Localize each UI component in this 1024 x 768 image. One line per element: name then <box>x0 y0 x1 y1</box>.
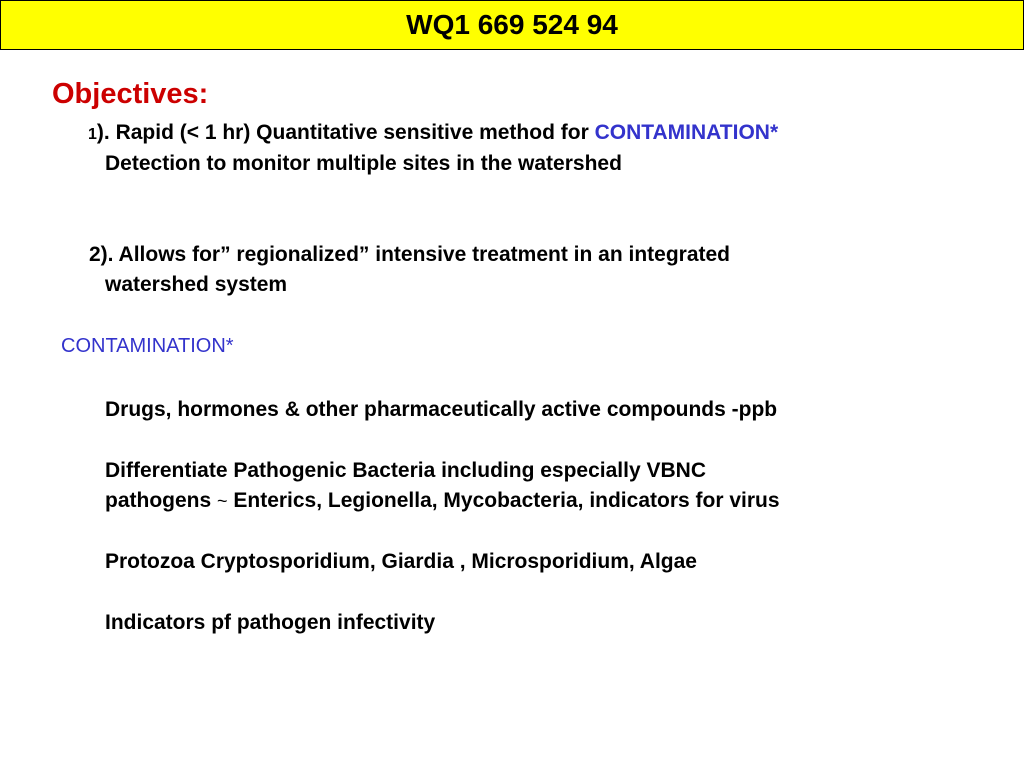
objective-1-line-2: Detection to monitor multiple sites in the watershed <box>105 152 622 175</box>
contamination-heading: CONTAMINATION* <box>61 335 234 357</box>
objective-1-number: 1 <box>88 126 97 143</box>
objective-2-line-1: 2). Allows for” regionalized” intensive treatment in an integrated <box>89 243 731 266</box>
objective-2-line-2: watershed system <box>105 273 288 296</box>
title-bar <box>0 0 1024 50</box>
objectives-heading: Objectives: <box>52 78 209 110</box>
slide-title: WQ1 669 524 94 <box>406 9 618 40</box>
item-bacteria-line-2 <box>105 489 780 513</box>
item-protozoa: Protozoa Cryptosporidium, Giardia , Microsporidium, Algae <box>105 550 697 573</box>
item-bacteria-tilde: ~ <box>217 491 228 511</box>
item-bacteria-line-2-b: Enterics, Legionella, Mycobacteria, indicators for virus <box>227 489 780 512</box>
item-drugs: Drugs, hormones & other pharmaceutically active compounds -ppb <box>105 398 778 421</box>
item-bacteria-line-2-a: pathogens <box>105 489 218 512</box>
item-indicators: Indicators pf pathogen infectivity <box>105 611 436 634</box>
objective-1-contamination: CONTAMINATION* <box>594 121 779 144</box>
objective-1-text: ). Rapid (< 1 hr) Quantitative sensitive method for <box>96 121 595 144</box>
objective-1-line-1 <box>88 121 778 145</box>
item-bacteria-line-1: Differentiate Pathogenic Bacteria including especially VBNC <box>105 459 706 482</box>
